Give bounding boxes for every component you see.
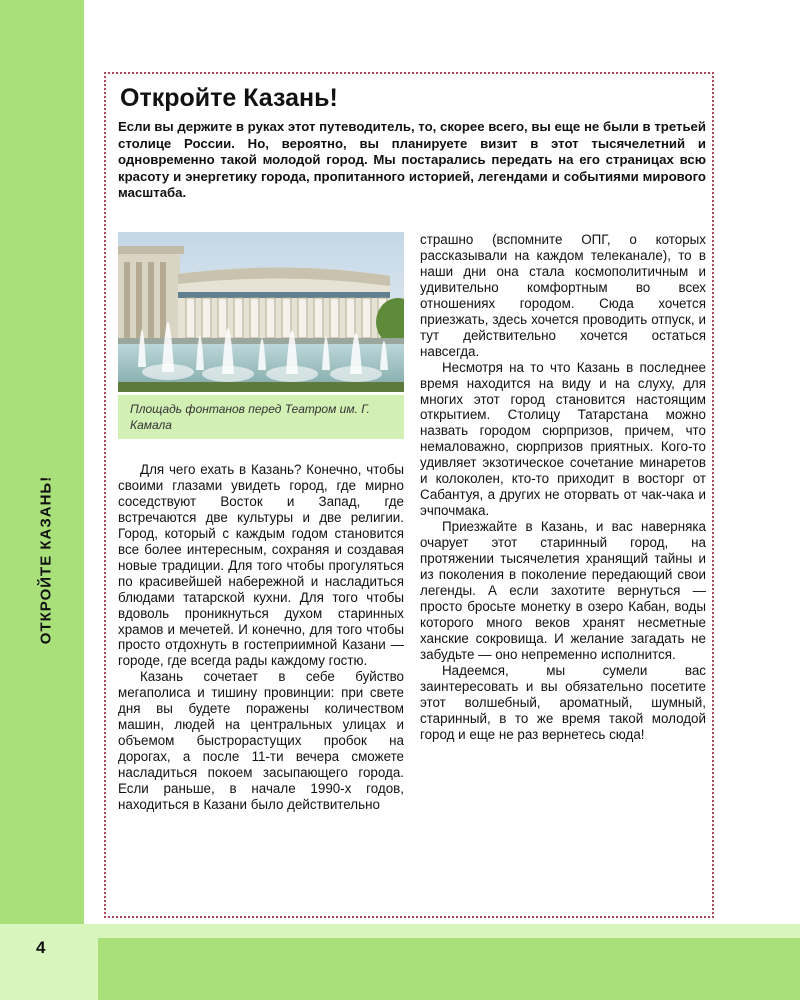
side-bar — [0, 0, 84, 924]
page-number: 4 — [36, 938, 46, 957]
photo-caption: Площадь фонтанов перед Театром им. Г. Камала — [118, 395, 404, 439]
paragraph: Несмотря на то что Казань в последнее время находится на виду и на слуху, для многих этот город становится настоящим открытием. Столицу Татарстана можно назвать городом сюрпризов, причем, что немаловажно, сюрпризов приятных. Кого-то удивляет экзотическое сочетание минаретов и колоколен, кто-то приходит в восторг от Сабантуя, а других не оторвать от чак-чака и эчпочмака. — [420, 359, 706, 519]
side-section-label: ОТКРОЙТЕ КАЗАНЬ! — [37, 475, 55, 645]
footer-accent-bar — [98, 938, 800, 1000]
page-title: Откройте Казань! — [120, 84, 338, 112]
paragraph: Надеемся, мы сумели вас заинтересовать и вы обязательно посетите этот волшебный, ароматный, шумный, старинный, в то же время такой молодой город и еще не раз вернетесь сюда! — [420, 662, 706, 742]
paragraph: Приезжайте в Казань, и вас наверняка очарует этот старинный город, на протяжении тысячелетия хранящий тайны и из поколения в поколение передающий свои легенды. А если захотите вернуться — просто бросьте монетку в озеро Кабан, воды которого много веков хранят несметные ханские сокровища. И желание загадать не забудьте — оно непременно исполнится. — [420, 519, 706, 662]
intro-paragraph: Если вы держите в руках этот путеводитель, то, скорее всего, вы еще не были в третьей столице России. Но, вероятно, вы планируете визит в этот тысячелетний и одновременно такой молодой город. Мы постарались передать на его страницах всю красоту и энергетику города, пропитанного историей, легендами и событиями мирового масштаба. — [118, 119, 706, 201]
paragraph: Для чего ехать в Казань? Конечно, чтобы своими глазами увидеть город, где мирно соседствуют Восток и Запад, где встречаются две культуры и две религии. Город, который с каждым годом становится все более интересным, сохраняя и создавая новые традиции. Для того чтобы прогуляться по красивейшей набережной и насладиться блюдами татарской кухни. Для того чтобы вдоволь проникнуться духом старинных храмов и мечетей. И конечно, для того чтобы просто отдохнуть в гостеприимной Казани — городе, где всегда рады каждому гостю. — [118, 462, 404, 669]
fountain-square-photo — [118, 232, 404, 392]
left-text-column — [118, 462, 404, 813]
paragraph: Казань сочетает в себе буйство мегаполиса и тишину провинции: при свете дня вы будете поражены количеством машин, людей на центральных улицах и объемом быстрорастущих пробок на дорогах, а после 11-ти вечера сможете насладиться покоем засыпающего города. Если раньше, в начале 1990-х годов, находиться в Казани было действительно — [118, 669, 404, 813]
right-text-column — [420, 232, 706, 743]
paragraph: страшно (вспомните ОПГ, о которых рассказывали на каждом телеканале), то в наши дни она стала космополитичным и удивительно комфортным во всех отношениях городом. Сюда хочется приезжать, здесь хочется проводить отпуск, и тут действительно хочется остаться навсегда. — [420, 232, 706, 359]
